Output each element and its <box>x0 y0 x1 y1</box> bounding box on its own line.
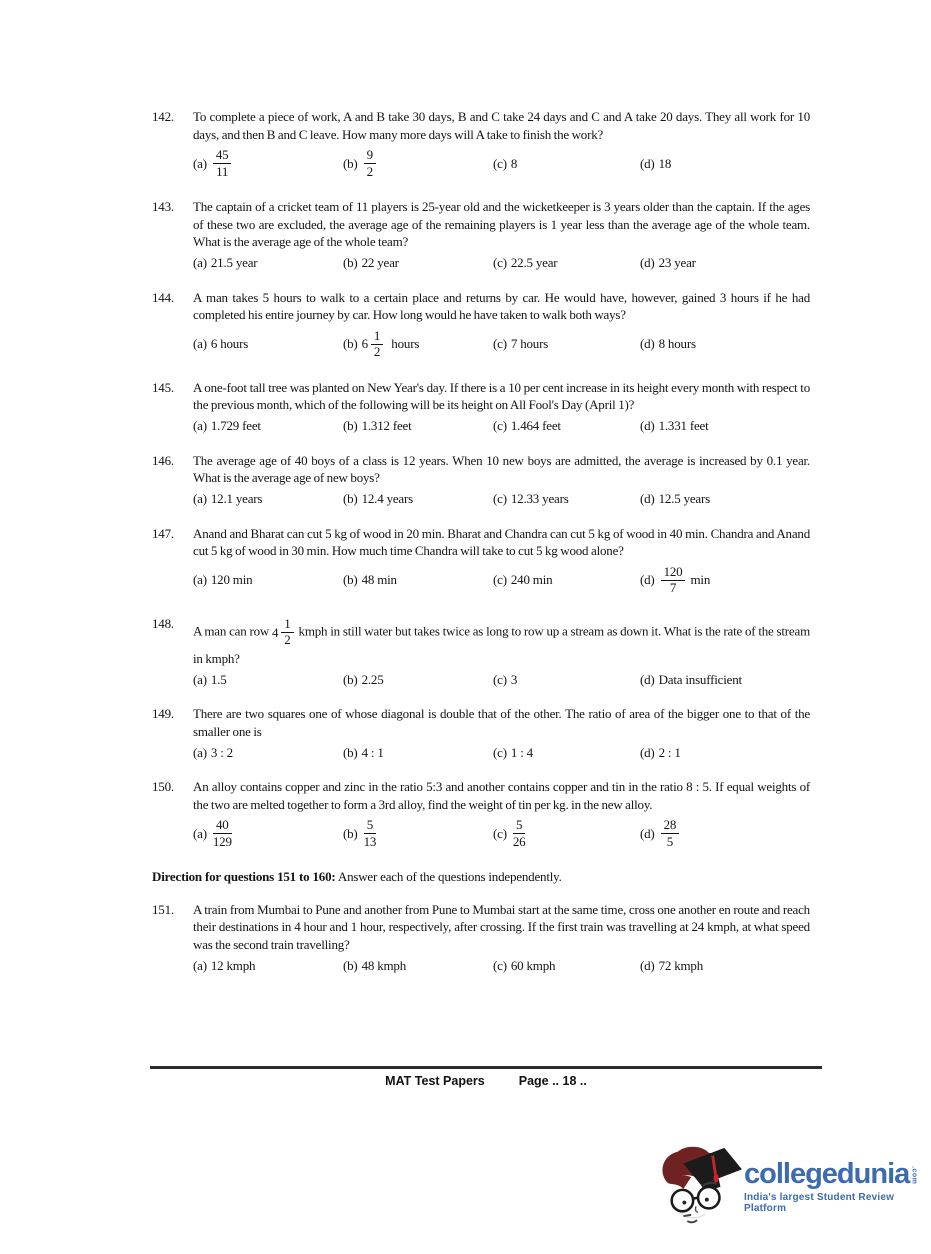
option-value <box>659 155 672 173</box>
footer-rule <box>150 1066 822 1069</box>
option-label: (a) <box>193 254 207 270</box>
option-b <box>343 146 493 181</box>
option-value <box>211 146 234 181</box>
question-body <box>193 615 810 689</box>
option-label: (d) <box>640 336 655 352</box>
text-run: The average age of 40 boys of a class is 12 years. When 10 new boys are admitted, the average is increased by 0.1 year. What is the average age of new boys? <box>193 452 810 486</box>
option-b <box>343 327 493 362</box>
question-148 <box>152 615 810 689</box>
option-a <box>193 254 343 272</box>
mixed-number <box>362 327 386 362</box>
fraction <box>364 148 376 179</box>
text-run: 60 kmph <box>510 957 556 973</box>
option-value <box>362 327 420 362</box>
fraction-numerator: 1 <box>281 617 293 633</box>
fraction <box>213 148 232 179</box>
question-body <box>193 901 810 975</box>
option-a <box>193 956 343 974</box>
page-footer <box>150 1066 822 1088</box>
option-d <box>640 743 810 761</box>
text-run: Data insufficient <box>658 671 742 687</box>
option-value <box>211 671 227 689</box>
fraction-numerator: 40 <box>213 818 232 834</box>
direction-rest-text: Answer each of the questions independently. <box>335 869 562 885</box>
option-label: (a) <box>193 744 207 760</box>
question-text <box>193 778 810 813</box>
fraction-denominator: 11 <box>216 163 229 179</box>
option-value <box>362 957 406 975</box>
question-151 <box>152 901 810 975</box>
option-c <box>493 335 640 353</box>
fraction-numerator: 28 <box>661 818 680 834</box>
option-value <box>511 816 528 851</box>
text-run: 2.25 <box>361 671 384 687</box>
option-a <box>193 571 343 589</box>
text-run: 1.5 <box>210 671 227 687</box>
option-value <box>659 816 682 851</box>
option-d <box>640 816 810 851</box>
options-row <box>193 670 810 688</box>
question-number: 148. <box>152 615 174 631</box>
fraction-denominator: 5 <box>666 833 674 849</box>
option-value <box>362 744 384 762</box>
option-label: (d) <box>640 490 655 506</box>
option-label: (c) <box>493 572 507 588</box>
option-b <box>343 670 493 688</box>
option-d <box>640 335 810 353</box>
option-label: (b) <box>343 254 358 270</box>
question-body <box>193 379 810 435</box>
option-a <box>193 335 343 353</box>
option-d <box>640 254 810 272</box>
option-label: (c) <box>493 826 507 842</box>
question-body <box>193 198 810 272</box>
fraction-denominator: 13 <box>363 833 377 849</box>
option-label: (c) <box>493 254 507 270</box>
question-text <box>193 198 810 251</box>
option-label: (a) <box>193 957 207 973</box>
question-text <box>193 615 810 668</box>
option-d <box>640 670 810 688</box>
option-d <box>640 956 810 974</box>
question-text <box>193 108 810 143</box>
option-label: (c) <box>493 957 507 973</box>
whole-number: 6 <box>361 336 368 352</box>
text-run: 48 kmph <box>361 957 407 973</box>
question-150 <box>152 778 810 851</box>
fraction-numerator: 1 <box>371 329 383 345</box>
question-number: 142. <box>152 109 174 124</box>
text-run: 72 kmph <box>658 957 704 973</box>
option-value <box>511 335 548 353</box>
text-run: 7 hours <box>510 336 549 352</box>
footer-page-number: Page .. 18 .. <box>518 1074 587 1088</box>
option-label: (b) <box>343 957 358 973</box>
logo-com-suffix: .com <box>910 1166 918 1185</box>
option-label: (d) <box>640 957 655 973</box>
option-value <box>511 490 569 508</box>
option-label: (c) <box>493 417 507 433</box>
text-run: 8 hours <box>658 336 696 352</box>
option-label: (a) <box>193 572 207 588</box>
whole-number: 4 <box>271 624 279 640</box>
option-value <box>659 563 711 598</box>
options-row <box>193 327 810 362</box>
question-text <box>193 525 810 560</box>
text-run: 8 <box>510 155 518 171</box>
option-c <box>493 155 640 173</box>
options-row <box>193 743 810 761</box>
footer-paper-title: MAT Test Papers <box>385 1074 485 1088</box>
option-label: (b) <box>343 744 358 760</box>
page-content <box>152 108 810 991</box>
text-run: 12.5 years <box>658 490 710 506</box>
fraction <box>213 818 232 849</box>
option-label: (d) <box>640 155 655 171</box>
option-value <box>659 957 703 975</box>
question-number: 145. <box>152 379 174 395</box>
option-a <box>193 417 343 435</box>
option-label: (b) <box>343 572 358 588</box>
option-d <box>640 155 810 173</box>
fraction-denominator: 2 <box>366 163 373 179</box>
option-a <box>193 816 343 851</box>
text-run: 12.1 years <box>210 490 263 506</box>
option-label: (d) <box>640 826 655 842</box>
option-a <box>193 670 343 688</box>
fraction-denominator: 7 <box>669 580 677 596</box>
option-value <box>362 254 399 272</box>
option-label: (a) <box>193 671 207 687</box>
option-label: (c) <box>493 744 507 760</box>
option-label: (b) <box>343 490 358 506</box>
option-value <box>211 744 233 762</box>
question-143 <box>152 198 810 272</box>
option-label: (d) <box>640 417 655 433</box>
fraction-numerator: 5 <box>513 818 525 834</box>
questions-block-1 <box>152 108 810 851</box>
question-147 <box>152 525 810 598</box>
question-145 <box>152 379 810 435</box>
text-run: kmph in still water but takes twice as long to row up a stream as down it. What is the rate of the stream in kmph? <box>193 623 810 666</box>
text-run: 23 year <box>658 254 696 270</box>
question-number: 143. <box>152 199 174 215</box>
option-label: (c) <box>493 671 507 687</box>
options-row <box>193 417 810 435</box>
options-row <box>193 146 810 181</box>
fraction-numerator: 9 <box>364 148 376 164</box>
text-run: hours <box>385 336 420 352</box>
question-144 <box>152 289 810 362</box>
question-149 <box>152 705 810 761</box>
question-body <box>193 108 810 181</box>
option-value <box>659 490 710 508</box>
fraction-denominator: 2 <box>373 344 381 360</box>
option-label: (d) <box>640 671 655 687</box>
option-c <box>493 490 640 508</box>
option-value <box>211 254 258 272</box>
text-run: 3 : 2 <box>210 744 233 760</box>
text-run: 21.5 year <box>210 254 258 270</box>
fraction <box>661 818 680 849</box>
option-c <box>493 816 640 851</box>
option-label: (c) <box>493 336 507 352</box>
question-number: 151. <box>152 901 174 917</box>
fraction <box>364 818 377 849</box>
fraction-numerator: 5 <box>364 818 376 834</box>
option-c <box>493 670 640 688</box>
fraction <box>281 617 293 648</box>
question-body <box>193 778 810 851</box>
text-run: A one-foot tall tree was planted on New Year's day. If there is a 10 per cent increase in its height every month with respect to the previous month, which of the following will be its height on All Fool's Day (April 1)? <box>193 379 810 413</box>
text-run: 12.4 years <box>361 490 413 506</box>
option-value <box>511 417 561 435</box>
options-row <box>193 956 810 974</box>
option-c <box>493 956 640 974</box>
text-run: 1.331 feet <box>658 417 709 433</box>
option-value <box>211 571 253 589</box>
option-d <box>640 563 810 598</box>
option-value <box>659 417 709 435</box>
text-run: 1.312 feet <box>361 417 412 433</box>
option-label: (c) <box>493 155 507 171</box>
question-body <box>193 525 810 598</box>
option-label: (b) <box>343 417 358 433</box>
options-row <box>193 563 810 598</box>
option-value <box>362 671 384 689</box>
text-run: 1 : 4 <box>510 744 533 760</box>
option-value <box>362 571 397 589</box>
logo-tagline: India's largest Student Review Platform <box>744 1192 895 1214</box>
options-row <box>193 254 810 272</box>
text-run: A man can row <box>193 623 272 639</box>
question-142 <box>152 108 810 181</box>
collegedunia-mascot-icon <box>654 1144 744 1224</box>
fraction-numerator: 120 <box>661 565 686 581</box>
option-a <box>193 490 343 508</box>
direction-line <box>152 868 810 886</box>
text-run: 12 kmph <box>210 957 256 973</box>
option-value <box>511 744 533 762</box>
text-run: 2 : 1 <box>658 744 681 760</box>
option-value <box>659 671 742 689</box>
options-row <box>193 816 810 851</box>
option-b <box>343 743 493 761</box>
text-run: 3 <box>510 671 518 687</box>
option-value <box>211 957 255 975</box>
option-c <box>493 743 640 761</box>
option-value <box>211 490 262 508</box>
text-run: 48 min <box>361 572 397 588</box>
option-d <box>640 490 810 508</box>
fraction <box>661 565 686 596</box>
option-a <box>193 146 343 181</box>
option-b <box>343 816 493 851</box>
option-label: (d) <box>640 254 655 270</box>
text-run: 22 year <box>361 254 399 270</box>
question-number: 147. <box>152 525 174 541</box>
option-label: (a) <box>193 417 207 433</box>
option-value <box>659 254 696 272</box>
option-value <box>511 155 517 173</box>
question-text <box>193 705 810 740</box>
collegedunia-logo[interactable] <box>654 1144 931 1224</box>
option-value <box>362 417 412 435</box>
fraction-denominator: 129 <box>212 833 232 849</box>
option-label: (b) <box>343 336 358 352</box>
option-label: (a) <box>193 336 207 352</box>
question-number: 150. <box>152 779 174 795</box>
text-run: 1.729 feet <box>210 417 261 433</box>
option-label: (b) <box>343 155 358 171</box>
option-b <box>343 571 493 589</box>
option-value <box>659 335 696 353</box>
option-c <box>493 417 640 435</box>
option-label: (a) <box>193 490 207 506</box>
option-value <box>511 571 553 589</box>
text-run: A train from Mumbai to Pune and another from Pune to Mumbai start at the same time, cross one another en route and reach their destinations in 4 hour and 1 hour, respectively, after crossing. If the first train was travelling at 24 kmph, at what speed was the second train travelling? <box>193 901 810 952</box>
option-value <box>362 816 379 851</box>
fraction-denominator: 2 <box>284 632 291 648</box>
option-b <box>343 956 493 974</box>
questions-block-2 <box>152 901 810 975</box>
text-run: The captain of a cricket team of 11 players is 25-year old and the wicketkeeper is 3 years older than the captain. If the ages of these two are excluded, the average age of the remaining players is 1 year less than the average age of the whole team. What is the average age of the whole team? <box>193 199 810 250</box>
option-label: (a) <box>193 155 207 171</box>
question-body <box>193 705 810 761</box>
options-row <box>193 490 810 508</box>
question-number: 144. <box>152 289 174 305</box>
option-value <box>211 335 248 353</box>
text-run: 240 min <box>510 572 553 588</box>
text-run: 22.5 year <box>510 254 558 270</box>
question-body <box>193 452 810 508</box>
text-run: An alloy contains copper and zinc in the ratio 5:3 and another contains copper and tin in the ratio 8 : 5. If equal weights of the two are melted together to form a 3rd alloy, find the weight of tin per kg. in the new alloy. <box>193 779 810 812</box>
option-label: (d) <box>640 744 655 760</box>
option-a <box>193 743 343 761</box>
text-run: 6 hours <box>210 336 249 352</box>
option-b <box>343 254 493 272</box>
question-text <box>193 379 810 414</box>
text-run: 18 <box>658 155 672 171</box>
option-value <box>511 671 517 689</box>
question-body <box>193 289 810 362</box>
text-run: To complete a piece of work, A and B take 30 days, B and C take 24 days and C and A take 20 days. They all work for 10 days, and then B and C leave. How many more days will A take to finish the work? <box>193 109 810 142</box>
fraction-numerator: 45 <box>213 148 232 164</box>
option-b <box>343 490 493 508</box>
option-value <box>659 744 681 762</box>
text-run: Anand and Bharat can cut 5 kg of wood in 20 min. Bharat and Chandra can cut 5 kg of wood in 40 min. Chandra and Anand cut 5 kg of wood in 30 min. How much time Chandra will take to cut 5 kg wood alone? <box>193 525 810 559</box>
option-c <box>493 254 640 272</box>
option-value <box>211 417 261 435</box>
option-label: (b) <box>343 826 358 842</box>
option-label: (a) <box>193 826 207 842</box>
fraction-denominator: 26 <box>512 833 526 849</box>
option-value <box>211 816 234 851</box>
text-run: min <box>687 572 711 588</box>
fraction <box>513 818 526 849</box>
text-run: 120 min <box>210 572 253 588</box>
option-label: (d) <box>640 572 655 588</box>
option-value <box>362 146 378 181</box>
option-d <box>640 417 810 435</box>
option-value <box>511 254 558 272</box>
option-c <box>493 571 640 589</box>
mixed-number <box>272 615 296 650</box>
text-run: A man takes 5 hours to walk to a certain place and returns by car. He would have, however, gained 3 hours if he had completed his entire journey by car. How long would he have taken to walk both ways? <box>193 289 810 323</box>
text-run: 4 : 1 <box>361 744 384 760</box>
text-run: 12.33 years <box>510 490 569 506</box>
text-run: 1.464 feet <box>510 417 561 433</box>
direction-bold-text: Direction for questions 151 to 160: <box>152 869 336 885</box>
option-value <box>511 957 555 975</box>
question-number: 149. <box>152 706 174 722</box>
question-text <box>193 289 810 324</box>
option-label: (c) <box>493 490 507 506</box>
question-text <box>193 901 810 954</box>
option-label: (b) <box>343 671 358 687</box>
text-run: There are two squares one of whose diagonal is double that of the other. The ratio of area of the bigger one to that of the smaller one is <box>193 706 810 739</box>
question-number: 146. <box>152 452 174 468</box>
question-146 <box>152 452 810 508</box>
question-text <box>193 452 810 487</box>
option-value <box>362 490 413 508</box>
logo-wordmark: collegedunia <box>744 1158 910 1190</box>
fraction <box>371 329 383 360</box>
option-b <box>343 417 493 435</box>
